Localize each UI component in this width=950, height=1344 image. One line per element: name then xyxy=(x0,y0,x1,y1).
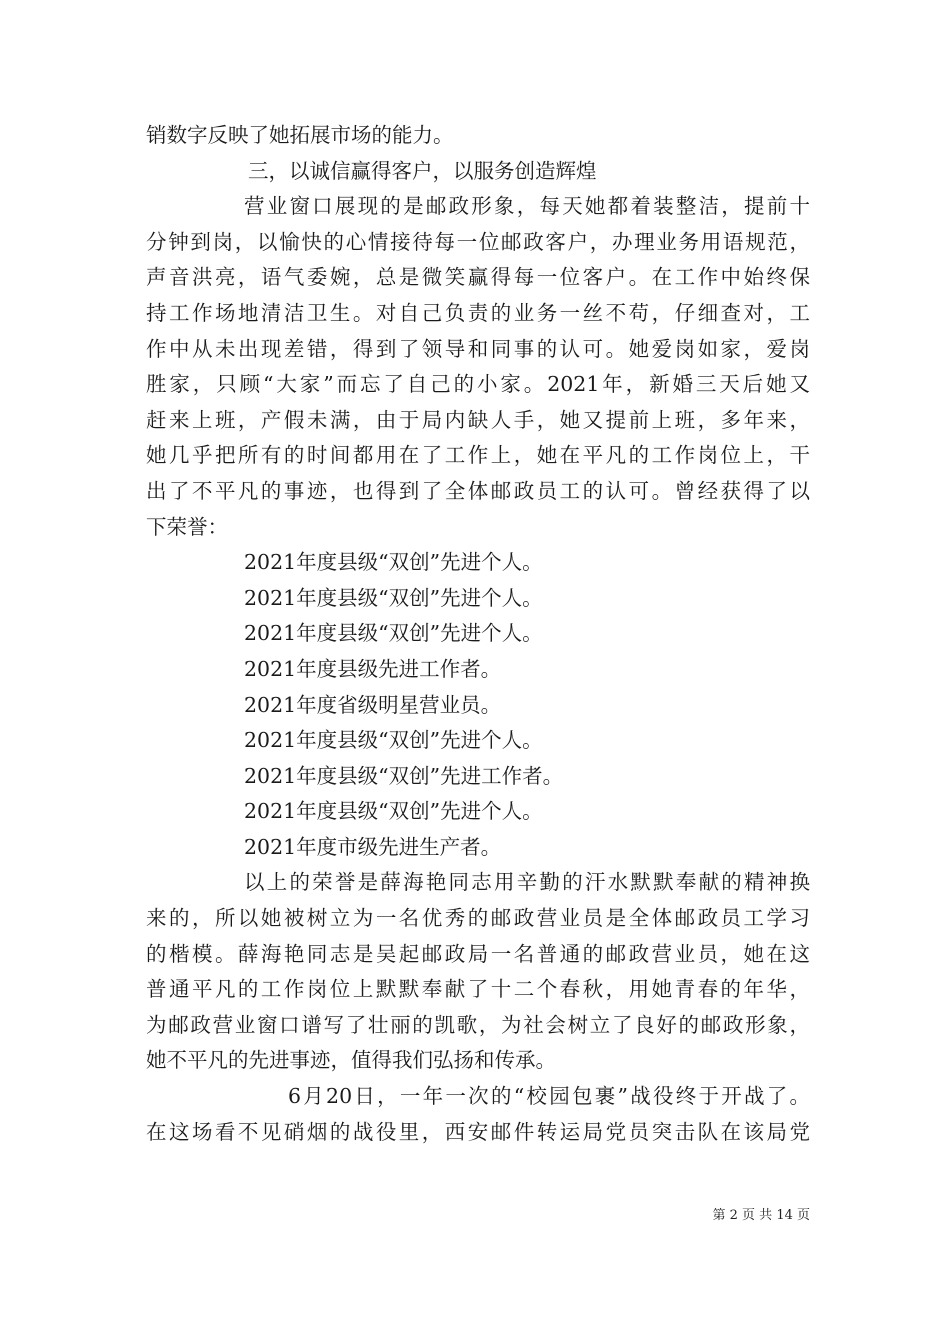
section-heading: 三，以诚信赢得客户，以服务创造辉煌 xyxy=(248,158,597,183)
paragraph-first-line: 6月20日，一年一次的“校园包裹”战役终于开战了。 xyxy=(288,1084,810,1109)
text-line: 的楷模。薛海艳同志是吴起邮政局一名普通的邮政营业员，她在这 xyxy=(146,941,810,966)
text-line: 普通平凡的工作岗位上默默奉献了十二个春秋，用她青春的年华， xyxy=(146,977,810,1002)
text-line: 胜家，只顾“大家”而忘了自己的小家。2021年，新婚三天后她又 xyxy=(146,372,810,397)
text-line: 在这场看不见硝烟的战役里，西安邮件转运局党员突击队在该局党 xyxy=(146,1119,810,1144)
page-number: 第 2 页 共 14 页 xyxy=(712,1208,810,1223)
text-line: 声音洪亮，语气委婉，总是微笑赢得每一位客户。在工作中始终保 xyxy=(146,265,810,290)
honor-item: 2021年度市级先进生产者。 xyxy=(244,834,502,859)
text-line: 她几乎把所有的时间都用在了工作上，她在平凡的工作岗位上，干 xyxy=(146,443,810,468)
honor-item: 2021年度县级“双创”先进个人。 xyxy=(244,799,543,824)
text-line: 来的，所以她被树立为一名优秀的邮政营业员是全体邮政员工学习 xyxy=(146,906,810,931)
paragraph-first-line: 营业窗口展现的是邮政形象，每天她都着装整洁，提前十 xyxy=(244,194,810,219)
honor-item: 2021年度省级明星营业员。 xyxy=(244,692,502,717)
text-line: 持工作场地清洁卫生。对自己负责的业务一丝不苟，仔细查对，工 xyxy=(146,300,810,325)
text-line: 赶来上班，产假未满，由于局内缺人手，她又提前上班，多年来， xyxy=(146,407,810,432)
honor-item: 2021年度县级“双创”先进个人。 xyxy=(244,585,543,610)
honor-item: 2021年度县级“双创”先进个人。 xyxy=(244,728,543,753)
text-line: 下荣誉： xyxy=(146,514,228,539)
text-line: 分钟到岗，以愉快的心情接待每一位邮政客户，办理业务用语规范， xyxy=(146,229,810,254)
text-line: 她不平凡的先进事迹，值得我们弘扬和传承。 xyxy=(146,1048,556,1073)
honor-item: 2021年度县级先进工作者。 xyxy=(244,656,502,681)
paragraph-first-line: 以上的荣誉是薛海艳同志用辛勤的汗水默默奉献的精神换 xyxy=(244,870,810,895)
text-line: 出了不平凡的事迹，也得到了全体邮政员工的认可。曾经获得了以 xyxy=(146,478,810,503)
text-line: 作中从未出现差错，得到了领导和同事的认可。她爱岗如家，爱岗 xyxy=(146,336,810,361)
document-body xyxy=(146,118,810,1150)
text-line: 为邮政营业窗口谱写了壮丽的凯歌，为社会树立了良好的邮政形象， xyxy=(146,1012,810,1037)
honor-item: 2021年度县级“双创”先进个人。 xyxy=(244,550,543,575)
text-line: 销数字反映了她拓展市场的能力。 xyxy=(146,123,454,147)
honor-item: 2021年度县级“双创”先进工作者。 xyxy=(244,763,564,788)
honor-item: 2021年度县级“双创”先进个人。 xyxy=(244,621,543,646)
